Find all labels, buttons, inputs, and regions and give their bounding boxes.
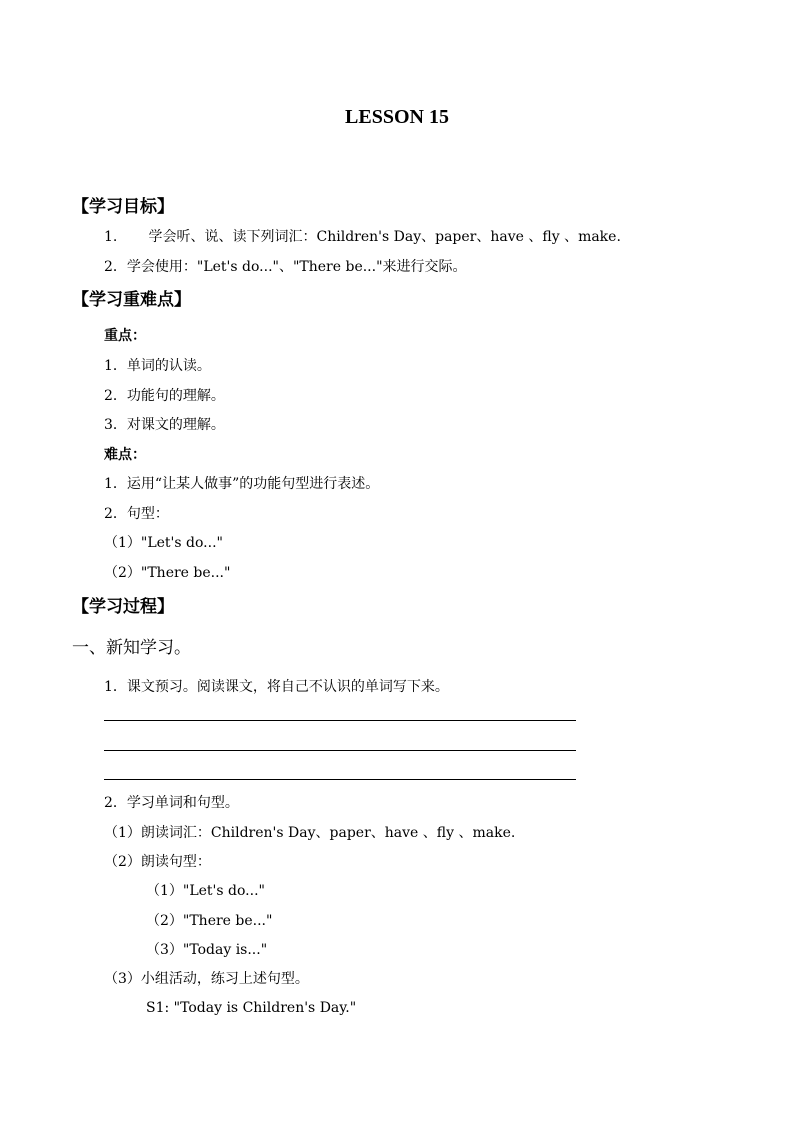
goals-heading: 【学习目标】: [72, 197, 174, 217]
focus-label: 重点：: [104, 328, 146, 344]
focus-item-2: 2．功能句的理解。: [104, 388, 225, 404]
step-2-item-2: （2）朗读句型：: [104, 854, 211, 870]
difficulty-label: 难点：: [104, 447, 146, 463]
goal-item-2: 2．学会使用："Let's do..."、"There be..."来进行交际。: [104, 259, 467, 275]
part-one-heading: 一、新知学习。: [72, 638, 191, 658]
focus-item-1: 1．单词的认读。: [104, 358, 211, 374]
pattern-item-2: （2）"There be...": [146, 913, 273, 929]
answer-line-3[interactable]: [104, 779, 576, 780]
key-points-heading: 【学习重难点】: [72, 290, 191, 310]
dialogue-line-1: S1: "Today is Children's Day.": [146, 1000, 357, 1016]
step-2: 2．学习单词和句型。: [104, 795, 239, 811]
goal-item-1: 1. 学会听、说、读下列词汇：Children's Day、paper、have 、fly 、make.: [104, 229, 621, 245]
step-2-item-3: （3）小组活动，练习上述句型。: [104, 971, 309, 987]
focus-item-3: 3．对课文的理解。: [104, 417, 225, 433]
difficulty-item-3: （1）"Let's do...": [104, 535, 223, 551]
difficulty-item-1: 1．运用“让某人做事”的功能句型进行表述。: [104, 476, 380, 492]
step-1: 1．课文预习。阅读课文，将自己不认识的单词写下来。: [104, 679, 449, 695]
step-2-item-1: （1）朗读词汇：Children's Day、paper、have 、fly 、make.: [104, 825, 516, 841]
answer-line-1[interactable]: [104, 720, 576, 721]
difficulty-item-2: 2．句型：: [104, 506, 169, 522]
process-heading: 【学习过程】: [72, 597, 174, 617]
pattern-item-3: （3）"Today is...": [146, 942, 268, 958]
difficulty-item-4: （2）"There be...": [104, 565, 231, 581]
pattern-item-1: （1）"Let's do...": [146, 883, 265, 899]
page-title: LESSON 15: [345, 106, 449, 128]
answer-line-2[interactable]: [104, 750, 576, 751]
